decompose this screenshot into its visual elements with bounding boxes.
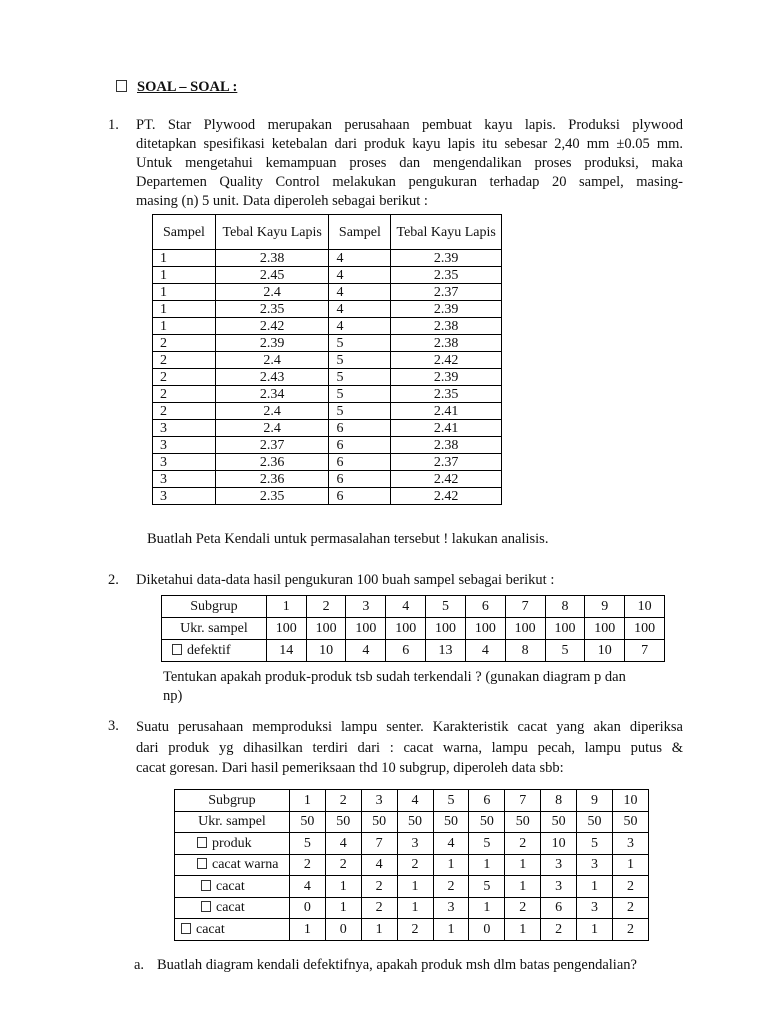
table-cell: 1	[612, 854, 648, 876]
table-cell: 2	[325, 854, 361, 876]
table-cell: 3	[153, 454, 216, 471]
q3-paragraph	[136, 717, 683, 779]
q2-intro: Diketahui data-data hasil pengukuran 100 buah sampel sebagai berikut :	[136, 572, 555, 588]
row-label: cacat	[216, 900, 245, 916]
table-cell: 1	[577, 876, 613, 898]
table-cell: 2.39	[215, 335, 329, 352]
table-cell: 10	[306, 640, 346, 662]
table-cell: 2	[612, 876, 648, 898]
table-cell: 9	[577, 790, 613, 812]
table-cell: 4	[386, 596, 426, 618]
table-cell: 6	[329, 437, 391, 454]
row-label: cacat warna	[212, 857, 279, 873]
table-cell: 10	[585, 640, 625, 662]
table-cell: 7	[361, 833, 397, 855]
table-cell: 1	[469, 854, 505, 876]
table-cell: 1	[153, 267, 216, 284]
table-cell: 1	[469, 897, 505, 919]
table-cell: 100	[545, 618, 585, 640]
table-cell: 50	[325, 811, 361, 833]
table-cell: 50	[289, 811, 325, 833]
section-heading	[116, 78, 237, 97]
table-cell: 2.35	[215, 488, 329, 505]
table-cell: 10	[625, 596, 665, 618]
table-cell: 3	[397, 833, 433, 855]
table-cell: 3	[541, 854, 577, 876]
table-row	[153, 437, 502, 454]
table-cell: 100	[465, 618, 505, 640]
row-label: Subgrup	[190, 599, 238, 614]
heading-title: SOAL – SOAL :	[137, 79, 238, 95]
table-cell: 4	[465, 640, 505, 662]
row-label-cell	[162, 596, 267, 618]
table-row	[153, 488, 502, 505]
table-row	[175, 919, 649, 941]
table-cell: 50	[361, 811, 397, 833]
q3-sub-a-text: Buatlah diagram kendali defektifnya, apakah produk msh dlm batas pengendalian?	[157, 957, 637, 973]
table-cell: 2.42	[391, 488, 502, 505]
table-cell: 8	[505, 640, 545, 662]
table-cell: 2	[612, 897, 648, 919]
table-cell: 2	[541, 919, 577, 941]
table-cell: 100	[346, 618, 386, 640]
q1-line: masing (n) 5 unit. Data diperoleh sebagai berikut :	[136, 193, 428, 209]
table-row	[175, 897, 649, 919]
table-cell: 100	[585, 618, 625, 640]
table-cell: 4	[325, 833, 361, 855]
table-cell: 2.37	[215, 437, 329, 454]
table-cell: 2.41	[391, 420, 502, 437]
q3-table-body	[175, 790, 649, 941]
q3-number: 3.	[108, 718, 119, 734]
table-row	[153, 301, 502, 318]
table-cell: 3	[153, 488, 216, 505]
table-cell: 2.39	[391, 301, 502, 318]
table-row	[153, 250, 502, 267]
table-cell: 6	[541, 897, 577, 919]
table-cell: 5	[329, 352, 391, 369]
table-cell: 6	[469, 790, 505, 812]
table-cell: 3	[612, 833, 648, 855]
table-cell: 2	[612, 919, 648, 941]
q1-paragraph	[136, 116, 683, 211]
table-cell: 5	[289, 833, 325, 855]
table-cell: 100	[625, 618, 665, 640]
table-cell: 0	[325, 919, 361, 941]
table-cell: 5	[577, 833, 613, 855]
table-cell: 2	[397, 919, 433, 941]
table-cell: 2.35	[391, 267, 502, 284]
table-cell: 50	[541, 811, 577, 833]
q1-number: 1.	[108, 117, 119, 133]
table-cell: 50	[469, 811, 505, 833]
table-cell: 5	[469, 876, 505, 898]
table-cell: 4	[329, 318, 391, 335]
table-cell: 1	[266, 596, 306, 618]
table-cell: 2.38	[215, 250, 329, 267]
table-cell: 100	[386, 618, 426, 640]
table-cell: 100	[306, 618, 346, 640]
table-cell: 2	[153, 403, 216, 420]
table-row	[175, 811, 649, 833]
table-row	[162, 618, 665, 640]
q2-question	[163, 668, 673, 706]
table-cell: 1	[397, 897, 433, 919]
table-cell: 3	[433, 897, 469, 919]
checkbox-glyph-icon	[201, 880, 211, 891]
table-cell: 2	[153, 386, 216, 403]
table-cell: 2.42	[391, 471, 502, 488]
row-label: Ukr. sampel	[180, 621, 248, 636]
checkbox-bullet-icon	[116, 80, 127, 92]
checkbox-glyph-icon	[181, 923, 191, 934]
table-cell: 2	[153, 335, 216, 352]
table-cell: 2	[505, 897, 541, 919]
table-cell: 2.4	[215, 352, 329, 369]
table-cell: 1	[289, 790, 325, 812]
q1-line: Untuk mengetahui kemampuan proses dan mengendalikan proses produksi, maka	[136, 155, 683, 171]
table-cell: 2.38	[391, 437, 502, 454]
row-label-cell	[162, 640, 267, 662]
checkbox-glyph-icon	[201, 901, 211, 912]
table-cell: 6	[329, 471, 391, 488]
table-cell: 3	[346, 596, 386, 618]
table-cell: 2.45	[215, 267, 329, 284]
checkbox-glyph-icon	[197, 837, 207, 848]
table-cell: 2	[289, 854, 325, 876]
table-cell: 1	[433, 854, 469, 876]
table-cell: 1	[433, 919, 469, 941]
table-cell: 3	[577, 854, 613, 876]
table-cell: 2.41	[391, 403, 502, 420]
table-cell: 2.35	[391, 386, 502, 403]
table-cell: 2.35	[215, 301, 329, 318]
table-cell: 2	[505, 833, 541, 855]
header-cell: Tebal Kayu Lapis	[391, 215, 502, 250]
q2-number: 2.	[108, 572, 119, 588]
table-cell: 5	[329, 335, 391, 352]
checkbox-glyph-icon	[172, 644, 182, 655]
table-cell: 2.43	[215, 369, 329, 386]
header-cell: Sampel	[153, 215, 216, 250]
table-cell: 3	[541, 876, 577, 898]
row-label: defektif	[187, 643, 231, 658]
table-cell: 2.38	[391, 318, 502, 335]
q1-line: Departemen Quality Control melakukan pengukuran terhadap 20 sampel, masing-	[136, 174, 683, 190]
table-cell: 100	[266, 618, 306, 640]
table-cell: 4	[329, 284, 391, 301]
q1-data-table	[152, 214, 502, 505]
row-label-cell	[175, 897, 290, 919]
row-label-cell	[162, 618, 267, 640]
q3-line: cacat goresan. Dari hasil pemeriksaan thd 10 subgrup, diperoleh data sbb:	[136, 760, 564, 776]
table-cell: 2	[433, 876, 469, 898]
table-cell: 5	[433, 790, 469, 812]
table-cell: 3	[153, 420, 216, 437]
row-label-cell	[175, 876, 290, 898]
table-row	[153, 369, 502, 386]
table-cell: 4	[329, 250, 391, 267]
table-row	[153, 471, 502, 488]
table-cell: 1	[153, 301, 216, 318]
table-cell: 5	[426, 596, 466, 618]
table-cell: 7	[505, 790, 541, 812]
table-cell: 1	[361, 919, 397, 941]
q2-table-body	[162, 596, 665, 662]
table-cell: 4	[289, 876, 325, 898]
table-cell: 6	[329, 488, 391, 505]
table-cell: 3	[153, 437, 216, 454]
table-cell: 1	[325, 876, 361, 898]
table-cell: 1	[153, 318, 216, 335]
table-cell: 2.39	[391, 250, 502, 267]
table-cell: 6	[329, 420, 391, 437]
table-cell: 2.39	[391, 369, 502, 386]
q3-line: Suatu perusahaan memproduksi lampu senter. Karakteristik cacat yang akan diperiksa	[136, 719, 683, 735]
table-cell: 50	[505, 811, 541, 833]
table-cell: 2.4	[215, 284, 329, 301]
table-cell: 0	[469, 919, 505, 941]
table-cell: 100	[426, 618, 466, 640]
table-cell: 2	[153, 369, 216, 386]
q1-instruction: Buatlah Peta Kendali untuk permasalahan tersebut ! lakukan analisis.	[147, 531, 549, 547]
row-label-cell	[175, 854, 290, 876]
table-row	[162, 596, 665, 618]
table-row	[175, 833, 649, 855]
table-cell: 2.37	[391, 454, 502, 471]
table-row	[175, 876, 649, 898]
table-cell: 50	[612, 811, 648, 833]
table-cell: 4	[433, 833, 469, 855]
table-row	[153, 403, 502, 420]
header-cell: Sampel	[329, 215, 391, 250]
table-cell: 10	[541, 833, 577, 855]
row-label: cacat	[216, 878, 245, 894]
q1-line: ditetapkan spesifikasi ketebalan dari produk kayu lapis itu sebesar 2,40 mm ±0.05 mm.	[136, 136, 683, 152]
table-cell: 7	[625, 640, 665, 662]
table-cell: 50	[397, 811, 433, 833]
table-cell: 2	[361, 876, 397, 898]
table-cell: 50	[433, 811, 469, 833]
table-cell: 2.36	[215, 454, 329, 471]
table-cell: 5	[545, 640, 585, 662]
table-cell: 2.42	[391, 352, 502, 369]
table-cell: 4	[329, 301, 391, 318]
table-row	[162, 640, 665, 662]
table-cell: 4	[361, 854, 397, 876]
table-cell: 5	[329, 403, 391, 420]
table-row	[153, 420, 502, 437]
row-label-cell	[175, 833, 290, 855]
table-cell: 100	[505, 618, 545, 640]
table-cell: 10	[612, 790, 648, 812]
table-cell: 3	[153, 471, 216, 488]
table-cell: 2	[306, 596, 346, 618]
q3-data-table	[174, 789, 649, 941]
row-label: produk	[212, 835, 252, 851]
table-cell: 2	[397, 854, 433, 876]
table-cell: 13	[426, 640, 466, 662]
row-label-cell	[175, 790, 290, 812]
table-cell: 7	[505, 596, 545, 618]
table-cell: 2.38	[391, 335, 502, 352]
table-cell: 6	[329, 454, 391, 471]
table-cell: 3	[577, 897, 613, 919]
table-cell: 5	[329, 369, 391, 386]
table-header-row	[153, 215, 502, 250]
table-cell: 1	[505, 854, 541, 876]
table-cell: 8	[545, 596, 585, 618]
row-label: Subgrup	[208, 792, 256, 808]
row-label: Ukr. sampel	[198, 814, 266, 830]
table-cell: 6	[386, 640, 426, 662]
table-cell: 50	[577, 811, 613, 833]
q3-line: dari produk yg dihasilkan terdiri dari : cacat warna, lampu pecah, lampu putus &	[136, 739, 683, 756]
q2-question-line: np)	[163, 688, 183, 704]
table-cell: 5	[329, 386, 391, 403]
table-cell: 4	[329, 267, 391, 284]
table-cell: 1	[577, 919, 613, 941]
table-cell: 4	[397, 790, 433, 812]
checkbox-glyph-icon	[197, 858, 207, 869]
table-cell: 1	[505, 919, 541, 941]
header-cell: Tebal Kayu Lapis	[215, 215, 329, 250]
q3-sub-a-label: a.	[134, 957, 145, 973]
row-label-cell	[175, 811, 290, 833]
table-row	[153, 352, 502, 369]
table-cell: 0	[289, 897, 325, 919]
q2-question-line: Tentukan apakah produk-produk tsb sudah terkendali ? (gunakan diagram p dan	[163, 669, 626, 685]
table-row	[153, 284, 502, 301]
table-cell: 2.36	[215, 471, 329, 488]
table-row	[153, 454, 502, 471]
table-cell: 14	[266, 640, 306, 662]
table-row	[153, 335, 502, 352]
table-cell: 2.4	[215, 420, 329, 437]
table-row	[153, 318, 502, 335]
table-cell: 2.37	[391, 284, 502, 301]
row-label-cell	[175, 919, 290, 941]
q1-line: PT. Star Plywood merupakan perusahaan pembuat kayu lapis. Produksi plywood	[136, 117, 683, 133]
table-row	[175, 790, 649, 812]
row-label: cacat	[196, 921, 225, 937]
table-row	[153, 267, 502, 284]
table-cell: 2.42	[215, 318, 329, 335]
table-cell: 2.4	[215, 403, 329, 420]
table-cell: 9	[585, 596, 625, 618]
table-row	[153, 386, 502, 403]
table-cell: 1	[397, 876, 433, 898]
table-cell: 1	[325, 897, 361, 919]
table-cell: 5	[469, 833, 505, 855]
table-cell: 2	[153, 352, 216, 369]
table-cell: 1	[153, 284, 216, 301]
table-cell: 1	[505, 876, 541, 898]
table-cell: 8	[541, 790, 577, 812]
table-cell: 3	[361, 790, 397, 812]
table-cell: 6	[465, 596, 505, 618]
table-cell: 1	[153, 250, 216, 267]
table-cell: 2	[325, 790, 361, 812]
table-cell: 4	[346, 640, 386, 662]
table-row	[175, 854, 649, 876]
table-cell: 1	[289, 919, 325, 941]
q1-table-body	[153, 250, 502, 505]
table-cell: 2.34	[215, 386, 329, 403]
table-cell: 2	[361, 897, 397, 919]
q2-data-table	[161, 595, 665, 662]
